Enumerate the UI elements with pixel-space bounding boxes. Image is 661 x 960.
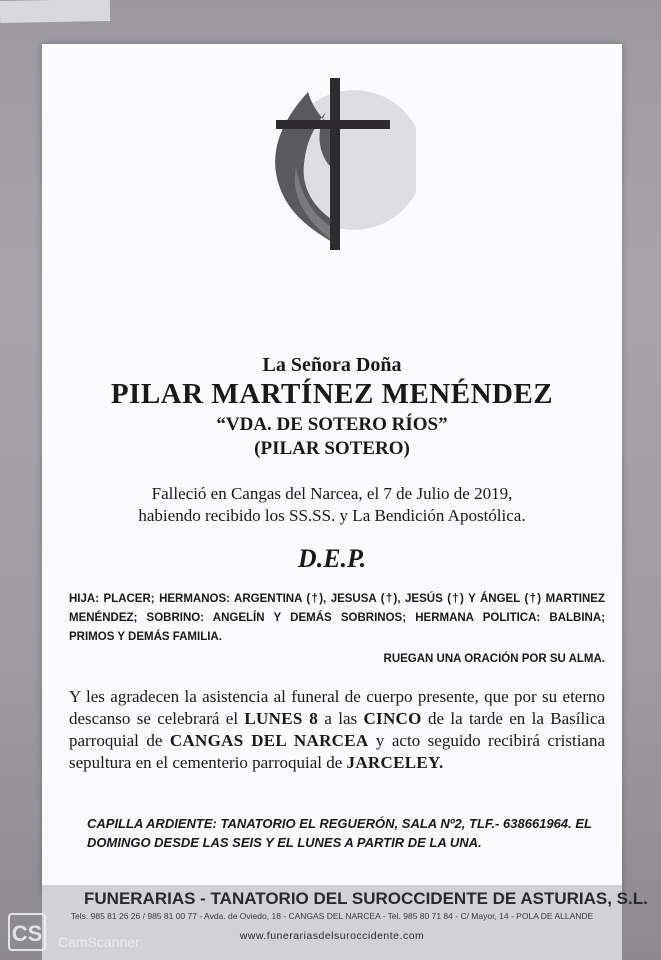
funeral-home-website: www.funerariasdelsuroccidente.com bbox=[239, 930, 425, 942]
funeral-text-4: y acto seguido recibirá cristiana sepultura en el cementerio parroquial de bbox=[69, 731, 606, 772]
obituary-notice bbox=[42, 44, 622, 894]
funeral-home-address: Tels. 985 81 26 26 / 985 81 00 77 - Avda. de Oviedo, 18 - CANGAS DEL NARCEA - Tel. 985 80 71 84 - C/ Mayor, 14 - POLA DE ALLANDE bbox=[70, 911, 594, 921]
tape-strip bbox=[0, 0, 110, 23]
deceased-alias-widow: “VDA. DE SOTERO RÍOS” bbox=[216, 414, 448, 435]
chapel-info: CAPILLA ARDIENTE: TANATORIO EL REGUERÓN, SALA Nº2, TLF.- 638661964. EL DOMINGO DESDE LAS SEIS Y EL LUNES A PARTIR DE LA UNA. bbox=[87, 816, 592, 850]
family-list: HIJA: PLACER; HERMANOS: ARGENTINA (†), JESUSA (†), JESÚS (†) Y ÁNGEL (†) MARTINEZ MENÉNDEZ; SOBRINO: ANGELÍN Y DEMÁS SOBRINOS; HERMANA POLITICA: BALBINA; PRIMOS Y DEMÁS FAMILIA. bbox=[69, 593, 605, 643]
notice-title: La Señora Doña bbox=[262, 354, 402, 376]
funeral-text-3: de la tarde en la Basílica parroquial de bbox=[69, 709, 605, 750]
prayer-request: RUEGAN UNA ORACIÓN POR SU ALMA. bbox=[383, 653, 605, 665]
funeral-details bbox=[69, 686, 605, 774]
camscanner-logo-icon: CS bbox=[8, 913, 46, 951]
rip-heading: D.E.P. bbox=[297, 544, 367, 573]
deceased-alias-nickname: (PILAR SOTERO) bbox=[254, 438, 410, 459]
death-info-line-1: Falleció en Cangas del Narcea, el 7 de Julio de 2019, bbox=[151, 484, 513, 503]
funeral-home-name: FUNERARIAS - TANATORIO DEL SUROCCIDENTE DE ASTURIAS, S.L. bbox=[84, 889, 648, 908]
funeral-time: CINCO bbox=[363, 709, 422, 728]
cemetery-name: JARCELEY. bbox=[346, 753, 444, 772]
death-info-line-2: habiendo recibido los SS.SS. y La Bendición Apostólica. bbox=[138, 506, 526, 525]
deceased-name: PILAR MARTÍNEZ MENÉNDEZ bbox=[110, 378, 554, 410]
cross-flame-emblem-icon bbox=[256, 72, 416, 252]
funeral-text-2: a las bbox=[318, 709, 364, 728]
funeral-text-1: Y les agradecen la asistencia al funeral de cuerpo presente, que por su eterno descanso se celebrará el bbox=[69, 687, 605, 728]
camscanner-watermark: CamScanner bbox=[58, 934, 140, 950]
funeral-day: LUNES 8 bbox=[244, 709, 319, 728]
funeral-place: CANGAS DEL NARCEA bbox=[169, 731, 369, 750]
